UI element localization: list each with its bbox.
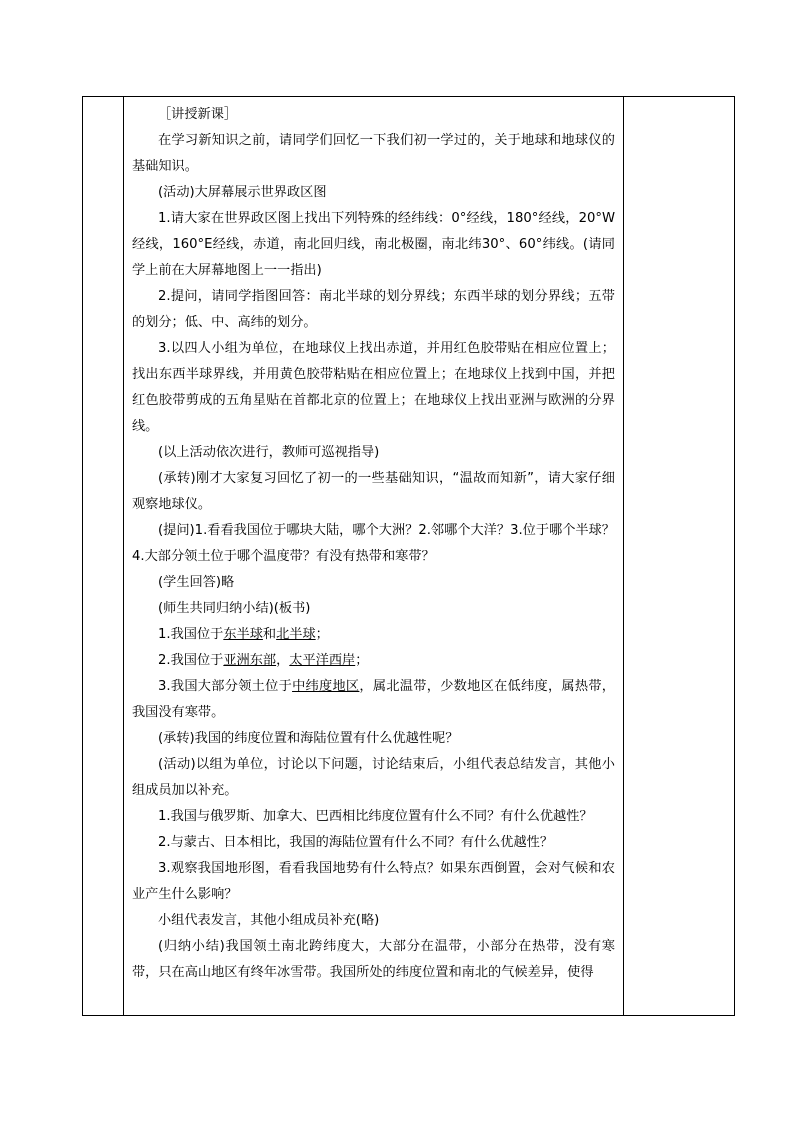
activity2-item2: 2.与蒙古、日本相比，我国的海陆位置有什么不同？有什么优越性？	[158, 835, 554, 850]
lesson-plan-table	[82, 96, 735, 1016]
left-empty-cell	[83, 97, 124, 1016]
underlined-term: 中纬度地区	[292, 679, 360, 694]
activity1-item1: 1.请大家在世界政区图上找出下列特殊的经纬线：0°经线，180°经线，20°W经线，160°E经线，赤道，南北回归线，南北极圈，南北纬30°、60°纬线。(请同学上前在大屏幕地图上一一指出)	[132, 211, 615, 278]
underlined-term: 东半球	[223, 627, 263, 642]
activity2-item1: 1.我国与俄罗斯、加拿大、巴西相比纬度位置有什么不同？有什么优越性？	[158, 809, 593, 824]
activity1-item3: 3.以四人小组为单位，在地球仪上找出赤道，并用红色胶带贴在相应位置上；找出东西半球界线，并用黄色胶带粘贴在相应位置上；在地球仪上找到中国，并把红色胶带剪成的五角星贴在首都北京的位置上；在地球仪上找出亚洲与欧洲的分界线。	[132, 341, 615, 434]
intro-paragraph: 在学习新知识之前，请同学们回忆一下我们初一学过的，关于地球和地球仪的基础知识。	[132, 133, 615, 174]
summary-item2: 2.我国位于亚洲东部，太平洋西岸；	[158, 653, 369, 668]
question1: (提问)1.看看我国位于哪块大陆，哪个大洲？2.邻哪个大洋？3.位于哪个半球？4.大部分领土位于哪个温度带？有没有热带和寒带？	[132, 523, 615, 564]
summary-item3: 3.我国大部分领土位于中纬度地区，属北温带，少数地区在低纬度，属热带，我国没有寒带。	[132, 679, 615, 720]
lesson-content-cell	[124, 97, 624, 1016]
group-report: 小组代表发言，其他小组成员补充(略)	[158, 913, 380, 928]
activity1-item2: 2.提问，请同学指图回答：南北半球的划分界线；东西半球的划分界线；五带的划分；低、中、高纬的划分。	[132, 289, 615, 330]
summary-item1: 1.我国位于东半球和北半球；	[158, 627, 329, 642]
transition1: (承转)刚才大家复习回忆了初一的一些基础知识，“温故而知新”，请大家仔细观察地球仪。	[132, 471, 615, 512]
activity2-title: (活动)以组为单位，讨论以下问题，讨论结束后，小组代表总结发言，其他小组成员加以补充。	[132, 757, 615, 798]
transition2: (承转)我国的纬度位置和海陆位置有什么优越性呢？	[158, 731, 459, 746]
activity2-item3: 3.观察我国地形图，看看我国地势有什么特点？如果东西倒置，会对气候和农业产生什么影响？	[132, 861, 615, 902]
right-empty-cell	[624, 97, 735, 1016]
lesson-content	[124, 97, 623, 986]
underlined-term: 亚洲东部	[223, 653, 277, 668]
activity1-title: (活动)大屏幕展示世界政区图	[158, 185, 327, 200]
table-row	[83, 97, 735, 1016]
section-heading: ［讲授新课］	[158, 107, 238, 122]
student-answer: (学生回答)略	[158, 575, 235, 590]
summary-title: (师生共同归纳小结)(板书)	[158, 601, 311, 616]
activity1-note: (以上活动依次进行，教师可巡视指导)	[158, 445, 380, 460]
underlined-term: 北半球	[276, 627, 316, 642]
underlined-term: 太平洋西岸	[289, 653, 356, 668]
conclusion: (归纳小结)我国领土南北跨纬度大，大部分在温带，小部分在热带，没有寒带，只在高山地区有终年冰雪带。我国所处的纬度位置和南北的气候差异，使得	[132, 939, 615, 980]
